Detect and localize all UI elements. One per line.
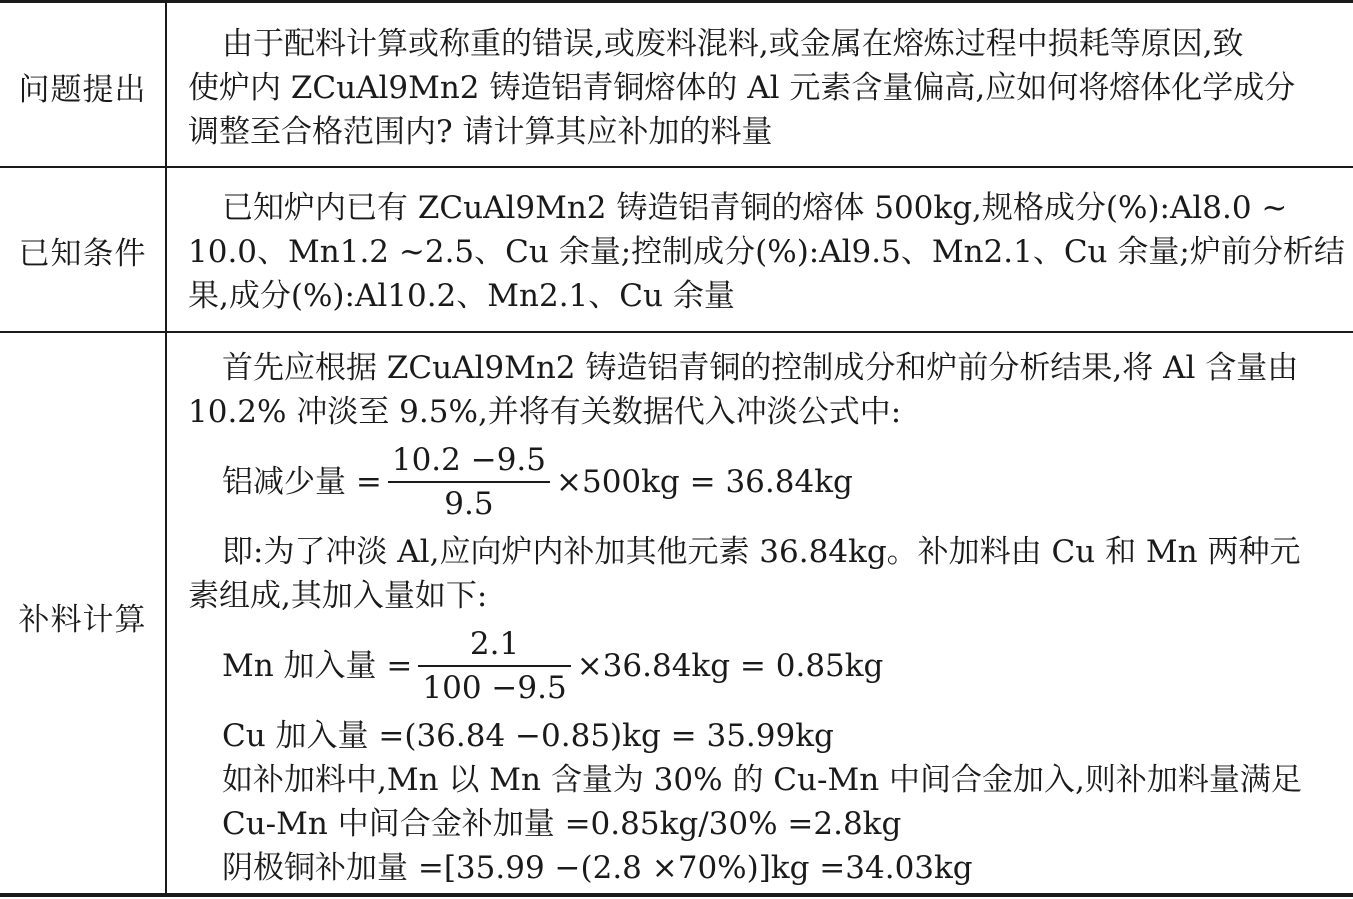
text-line: 果,成分(%):Al10.2、Mn2.1、Cu 余量 <box>188 278 735 314</box>
formula-rhs: ×36.84kg = 0.85kg <box>576 648 884 684</box>
text-line: 首先应根据 ZCuAl9Mn2 铸造铝青铜的控制成分和炉前分析结果,将 Al 含量由 <box>222 350 1299 386</box>
row-content-problem <box>188 22 1338 154</box>
fraction-numerator: 10.2 −9.5 <box>391 442 546 478</box>
text-line: Cu-Mn 中间合金补加量 =0.85kg/30% =2.8kg <box>222 806 902 842</box>
row-content-known <box>188 186 1345 318</box>
formula-mn-addition <box>188 618 1338 714</box>
row-label-known: 已知条件 <box>18 236 147 272</box>
text-line: 10.0、Mn1.2 ~2.5、Cu 余量;控制成分(%):Al9.5、Mn2.1、Cu 余量;炉前分析结 <box>188 234 1345 270</box>
text-line: 阴极铜补加量 =[35.99 −(2.8 ×70%)]kg =34.03kg <box>222 850 973 886</box>
row-label-calc: 补料计算 <box>18 602 147 638</box>
row-divider <box>0 166 1353 168</box>
row-label-problem: 问题提出 <box>18 72 147 108</box>
formula-aluminum-reduction <box>188 434 1338 530</box>
text-line: 即:为了冲淡 Al,应向炉内补加其他元素 36.84kg。补加料由 Cu 和 Mn 两种元 <box>222 534 1301 570</box>
formula-rhs: ×500kg = 36.84kg <box>556 464 853 500</box>
fraction <box>418 623 570 709</box>
table-bottom-rule <box>0 893 1353 897</box>
text-line: 由于配料计算或称重的错误,或废料混料,或金属在熔炼过程中损耗等原因,致 <box>222 26 1244 62</box>
text-line: Cu 加入量 =(36.84 −0.85)kg = 35.99kg <box>222 718 834 754</box>
text-line: 调整至合格范围内? 请计算其应补加的料量 <box>188 114 773 150</box>
text-line: 素组成,其加入量如下: <box>188 578 488 614</box>
text-line: 使炉内 ZCuAl9Mn2 铸造铝青铜熔体的 Al 元素含量偏高,应如何将熔体化学成分 <box>188 70 1296 106</box>
text-line: 10.2% 冲淡至 9.5%,并将有关数据代入冲淡公式中: <box>188 394 902 430</box>
fraction <box>388 439 550 525</box>
fraction-numerator: 2.1 <box>469 626 520 662</box>
row-content-calc <box>188 346 1338 890</box>
fraction-denominator: 100 −9.5 <box>422 670 567 706</box>
column-divider <box>165 0 167 897</box>
table-top-rule <box>0 0 1353 3</box>
row-divider <box>0 331 1353 333</box>
formula-lhs: Mn 加入量 = <box>222 648 413 684</box>
text-line: 如补加料中,Mn 以 Mn 含量为 30% 的 Cu-Mn 中间合金加入,则补加料量满足 <box>222 762 1302 798</box>
formula-lhs: 铝减少量 = <box>222 464 382 500</box>
text-line: 已知炉内已有 ZCuAl9Mn2 铸造铝青铜的熔体 500kg,规格成分(%):Al8.0 ~ <box>222 190 1288 226</box>
fraction-denominator: 9.5 <box>444 486 494 522</box>
